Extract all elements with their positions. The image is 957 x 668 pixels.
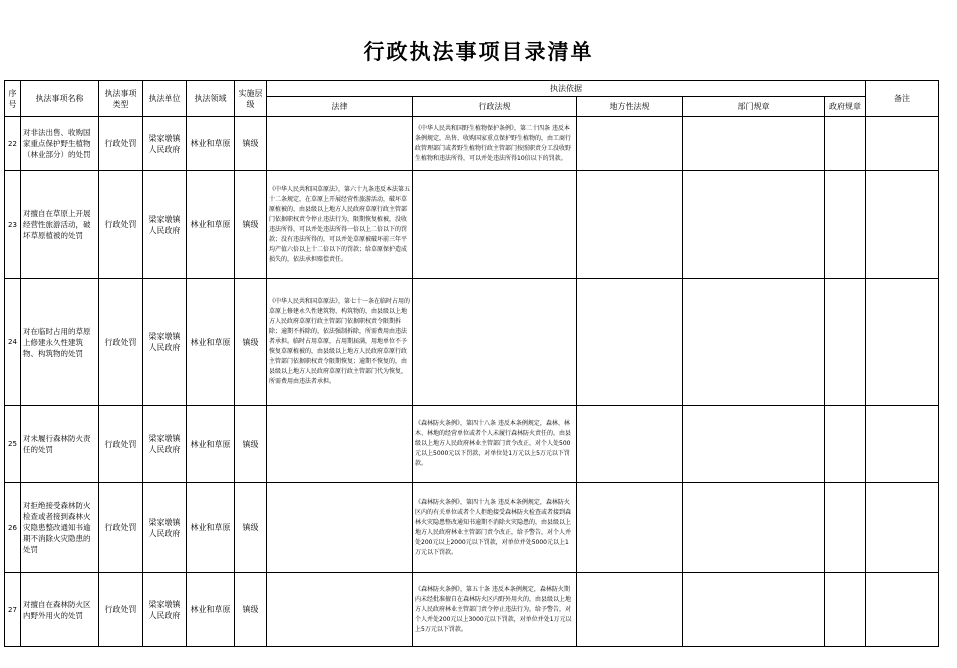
header-remark: 备注 [866,81,939,117]
row-seq: 22 [5,117,21,171]
table-row [5,483,939,573]
row-law [267,406,413,483]
row-gov-rule [825,483,866,573]
row-name: 对擅自在草原上开展经营性旅游活动，破坏草原植被的处罚 [21,171,99,279]
row-type: 行政处罚 [99,279,143,406]
row-remark [866,483,939,573]
row-seq: 26 [5,483,21,573]
row-admin-reg: 《森林防火条例》，第四十八条 违反本条例规定，森林、林木、林地的经营单位或者个人未履行森林防火责任的，由县级以上地方人民政府林业主管部门责令改正，对个人处500元以上5000元以下罚款，对单位处1万元以上5万元以下罚款。 [413,406,577,483]
row-law [267,117,413,171]
row-gov-rule [825,171,866,279]
row-field: 林业和草原 [187,483,235,573]
row-gov-rule [825,279,866,406]
header-type: 执法事项类型 [99,81,143,117]
row-name: 对未履行森林防火责任的处罚 [21,406,99,483]
row-dept-rule [683,406,825,483]
row-remark [866,171,939,279]
row-admin-reg [413,279,577,406]
row-seq: 23 [5,171,21,279]
row-type: 行政处罚 [99,171,143,279]
row-name: 对非法出售、收购国家重点保护野生植物（林业部分）的处罚 [21,117,99,171]
header-name: 执法事项名称 [21,81,99,117]
row-gov-rule [825,406,866,483]
row-level: 镇级 [235,117,267,171]
row-dept-rule [683,483,825,573]
table-row [5,279,939,406]
table-row [5,573,939,647]
row-field: 林业和草原 [187,279,235,406]
header-basis: 执法依据 [267,81,866,97]
row-dept-rule [683,573,825,647]
enforcement-table [4,80,939,647]
row-law [267,483,413,573]
row-local-reg [577,279,683,406]
row-local-reg [577,483,683,573]
header-level: 实施层级 [235,81,267,117]
row-law: 《中华人民共和国草原法》，第六十九条违反本法第五十二条规定，在草原上开展经营性旅游活动，破坏草原植被的，由县级以上地方人民政府草原行政主管部门依据职权责令停止违法行为，限期恢复植被，没收违法所得，可以并处违法所得一倍以上二倍以下的罚款；没有违法所得的，可以并处草原被破坏前三年平均产值六倍以上十二倍以下的罚款；给草原保护造成损失的，依法承担赔偿责任。 [267,171,413,279]
row-dept-rule [683,279,825,406]
row-local-reg [577,171,683,279]
row-remark [866,117,939,171]
row-gov-rule [825,573,866,647]
row-type: 行政处罚 [99,573,143,647]
row-law: 《中华人民共和国草原法》，第七十一条在临时占用的草原上修建永久性建筑物、构筑物的，由县级以上地方人民政府草原行政主管部门依据职权责令限期拆除；逾期不拆除的，依法强制拆除，所需费用由违法者承担。临时占用草原，占用期届满，用地单位不予恢复草原植被的，由县级以上地方人民政府草原行政主管部门依据职权责令限期恢复；逾期不恢复的，由县级以上地方人民政府草原行政主管部门代为恢复，所需费用由违法者承担。 [267,279,413,406]
row-name: 对擅自在森林防火区内野外用火的处罚 [21,573,99,647]
row-field: 林业和草原 [187,406,235,483]
row-unit: 梁家墩镇人民政府 [143,279,187,406]
row-admin-reg [413,171,577,279]
row-name: 对在临时占用的草原上修建永久性建筑物、构筑物的处罚 [21,279,99,406]
row-type: 行政处罚 [99,406,143,483]
page-title: 行政执法事项目录清单 [363,39,594,64]
row-local-reg [577,573,683,647]
row-gov-rule [825,117,866,171]
row-remark [866,406,939,483]
row-field: 林业和草原 [187,117,235,171]
table-row [5,117,939,171]
row-type: 行政处罚 [99,117,143,171]
row-unit: 梁家墩镇人民政府 [143,483,187,573]
header-gov-rule: 政府规章 [825,97,866,117]
row-level: 镇级 [235,279,267,406]
row-level: 镇级 [235,171,267,279]
row-level: 镇级 [235,483,267,573]
row-seq: 24 [5,279,21,406]
row-field: 林业和草原 [187,171,235,279]
row-remark [866,573,939,647]
row-name: 对拒绝接受森林防火检查或者接到森林火灾隐患整改通知书逾期不消除火灾隐患的处罚 [21,483,99,573]
row-level: 镇级 [235,573,267,647]
header-law: 法律 [267,97,413,117]
header-local-reg: 地方性法规 [577,97,683,117]
header-admin-reg: 行政法规 [413,97,577,117]
row-unit: 梁家墩镇人民政府 [143,171,187,279]
row-law [267,573,413,647]
row-local-reg [577,117,683,171]
row-unit: 梁家墩镇人民政府 [143,406,187,483]
row-remark [866,279,939,406]
header-unit: 执法单位 [143,81,187,117]
table-row [5,406,939,483]
row-field: 林业和草原 [187,573,235,647]
row-unit: 梁家墩镇人民政府 [143,573,187,647]
header-seq: 序号 [5,81,21,117]
row-local-reg [577,406,683,483]
row-seq: 25 [5,406,21,483]
header-field: 执法领域 [187,81,235,117]
row-type: 行政处罚 [99,483,143,573]
row-dept-rule [683,171,825,279]
header-dept-rule: 部门规章 [683,97,825,117]
row-unit: 梁家墩镇人民政府 [143,117,187,171]
row-admin-reg: 《中华人民共和国野生植物保护条例》，第二十四条 违反本条例规定，出售、收购国家重点保护野生植物的，由工商行政管理部门或者野生植物行政主管部门按照职责分工没收野生植物和违法所得，可以并处违法所得10倍以下的罚款。 [413,117,577,171]
row-dept-rule [683,117,825,171]
row-admin-reg: 《森林防火条例》，第四十九条 违反本条例规定，森林防火区内的有关单位或者个人拒绝接受森林防火检查或者接到森林火灾隐患整改通知书逾期不消除火灾隐患的，由县级以上地方人民政府林业主管部门责令改正，给予警告，对个人并处200元以上2000元以下罚款，对单位并处5000元以上1万元以下罚款。 [413,483,577,573]
table-row [5,171,939,279]
row-level: 镇级 [235,406,267,483]
row-seq: 27 [5,573,21,647]
row-admin-reg: 《森林防火条例》，第五十条 违反本条例规定，森林防火期内未经批准擅自在森林防火区内野外用火的，由县级以上地方人民政府林业主管部门责令停止违法行为，给予警告，对个人并处200元以上3000元以下罚款，对单位并处1万元以上5万元以下罚款。 [413,573,577,647]
